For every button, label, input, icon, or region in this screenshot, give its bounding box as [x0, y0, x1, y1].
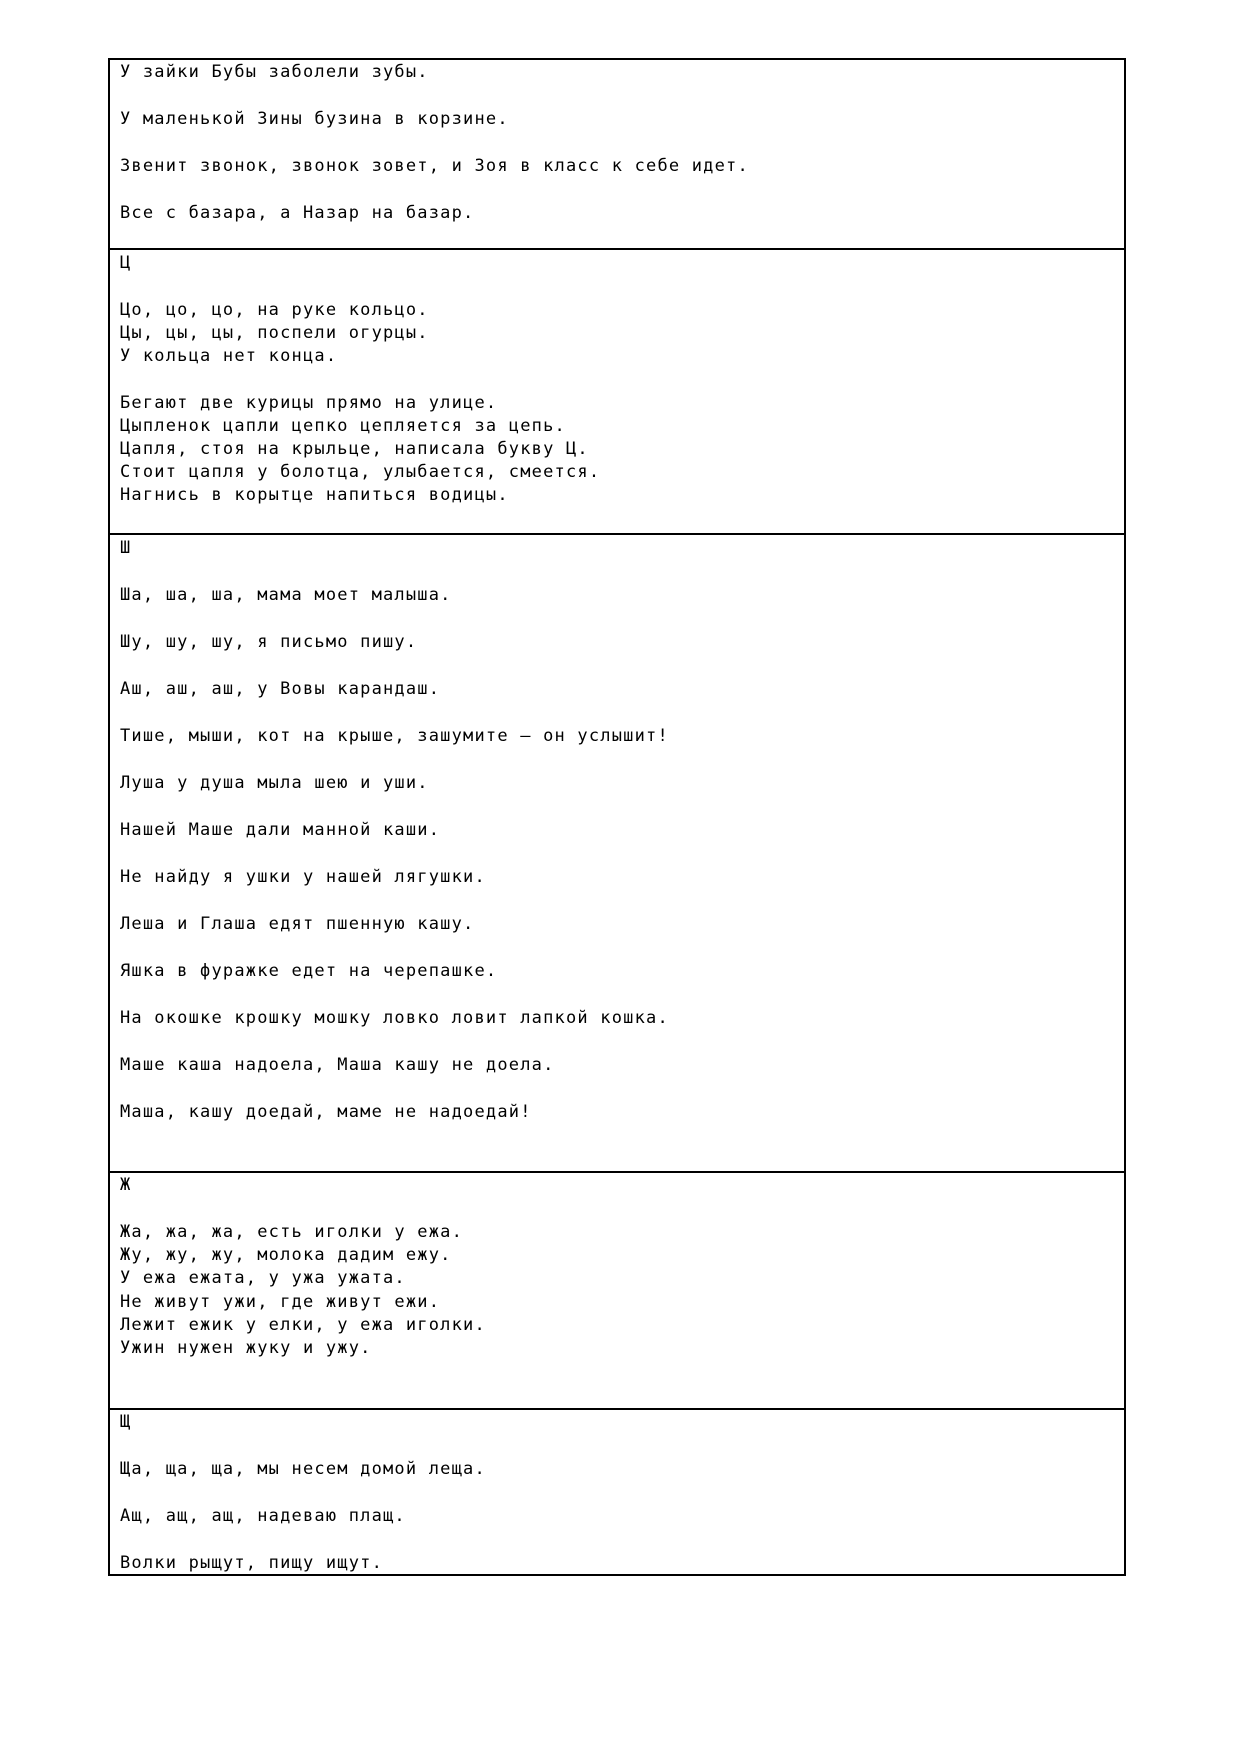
text-line: Маше каша надоела, Маша кашу не доела.	[120, 1055, 555, 1075]
text-line: Маша, кашу доедай, маме не надоедай!	[120, 1102, 532, 1122]
section-shch	[110, 1410, 1124, 1574]
text-line: Все с базара, а Назар на базар.	[120, 203, 475, 223]
text-line: У ежа ежата, у ужа ужата.	[120, 1268, 406, 1288]
text-line: Ша, ша, ша, мама моет малыша.	[120, 585, 452, 605]
text-line: У маленькой Зины бузина в корзине.	[120, 109, 509, 129]
section-letter: Ц	[120, 253, 132, 273]
text-line: Луша у душа мыла шею и уши.	[120, 773, 429, 793]
text-line: Яшка в фуражке едет на черепашке.	[120, 961, 498, 981]
text-line: Цыпленок цапли цепко цепляется за цепь.	[120, 416, 566, 436]
text-line: Цы, цы, цы, поспели огурцы.	[120, 323, 429, 343]
text-line: Не живут ужи, где живут ежи.	[120, 1292, 441, 1312]
text-line: Ащ, ащ, ащ, надеваю плащ.	[120, 1506, 406, 1526]
text-line: Леша и Глаша едят пшенную кашу.	[120, 914, 475, 934]
text-line: Ща, ща, ща, мы несем домой леща.	[120, 1459, 486, 1479]
text-line: Лежит ежик у елки, у ежа иголки.	[120, 1315, 486, 1335]
text-line: У зайки Бубы заболели зубы.	[120, 62, 429, 82]
section-z	[110, 60, 1124, 250]
text-line: Не найду я ушки у нашей лягушки.	[120, 867, 486, 887]
text-line: Аш, аш, аш, у Вовы карандаш.	[120, 679, 441, 699]
section-zh	[110, 1173, 1124, 1410]
text-line: Бегают две курицы прямо на улице.	[120, 393, 498, 413]
text-line: Волки рыщут, пищу ищут.	[120, 1553, 384, 1573]
text-line: Ужин нужен жуку и ужу.	[120, 1338, 372, 1358]
text-line: Нашей Маше дали манной каши.	[120, 820, 441, 840]
text-line: На окошке крошку мошку ловко ловит лапкой кошка.	[120, 1008, 669, 1028]
text-line: Шу, шу, шу, я письмо пишу.	[120, 632, 418, 652]
text-line: Жа, жа, жа, есть иголки у ежа.	[120, 1222, 464, 1242]
tongue-twister-table	[108, 58, 1126, 1576]
section-sh	[110, 535, 1124, 1173]
section-ts	[110, 250, 1124, 535]
text-line: Нагнись в корытце напиться водицы.	[120, 485, 509, 505]
section-letter: Ж	[120, 1175, 132, 1195]
text-line: Тише, мыши, кот на крыше, зашумите — он услышит!	[120, 726, 669, 746]
text-line: Стоит цапля у болотца, улыбается, смеется.	[120, 462, 601, 482]
text-line: У кольца нет конца.	[120, 346, 338, 366]
text-line: Жу, жу, жу, молока дадим ежу.	[120, 1245, 452, 1265]
section-letter: Ш	[120, 538, 132, 558]
text-line: Звенит звонок, звонок зовет, и Зоя в класс к себе идет.	[120, 156, 749, 176]
text-line: Цо, цо, цо, на руке кольцо.	[120, 300, 429, 320]
section-letter: Щ	[120, 1412, 132, 1432]
text-line: Цапля, стоя на крыльце, написала букву Ц.	[120, 439, 589, 459]
